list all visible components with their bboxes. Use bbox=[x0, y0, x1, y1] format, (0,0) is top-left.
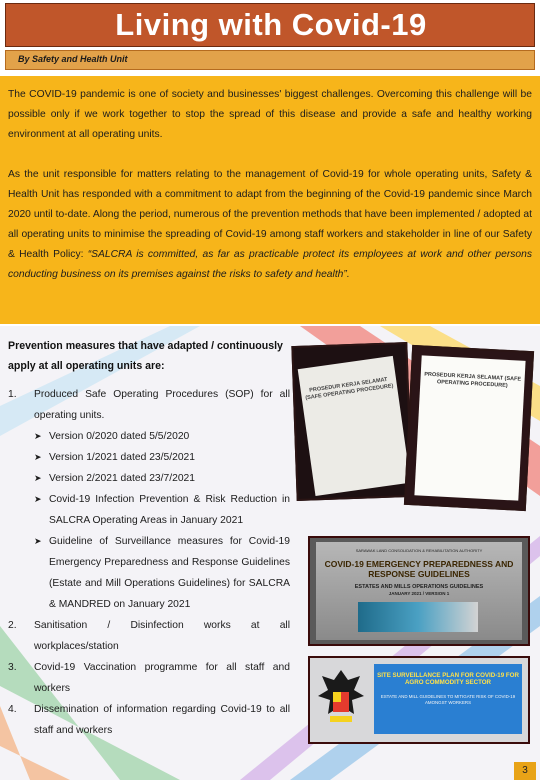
intro-paragraph-1: The COVID-19 pandemic is one of society and businesses' biggest challenges. Overcoming this challenge will be possible only if we work together to stop the spread of this disease and provide a safe and healthy working environment at all operating units. bbox=[8, 89, 532, 140]
policy-quote: “SALCRA is committed, as far as practicable protect its employees at work and other persons conducting business on its premises against the risks to safety and health”. bbox=[8, 249, 532, 280]
guidelines-slide bbox=[316, 542, 522, 640]
sop-document-photo-2 bbox=[404, 345, 534, 511]
slide3-title: COVID-19 EMERGENCY PREPAREDNESS AND RESPONSE GUIDELINES bbox=[324, 559, 514, 579]
sub-item-text: Covid-19 Infection Prevention & Risk Reduction in SALCRA Operating Areas in January 2021 bbox=[49, 494, 290, 526]
sop-document-2 bbox=[414, 355, 525, 500]
header bbox=[0, 0, 540, 72]
sub-list-item bbox=[8, 447, 290, 468]
arrow-bullet-icon: ➤ bbox=[34, 494, 42, 504]
sub-item-text: Version 0/2020 dated 5/5/2020 bbox=[49, 431, 190, 442]
doc2-title: PROSEDUR KERJA SELAMAT (SAFE OPERATING PROCEDURE) bbox=[424, 371, 522, 389]
measures-heading: Prevention measures that have adapted / continuously apply at all operating units are: bbox=[8, 340, 283, 372]
arrow-bullet-icon: ➤ bbox=[34, 536, 42, 546]
item-text: Produced Safe Operating Procedures (SOP) for all operating units. bbox=[34, 389, 290, 421]
arrow-bullet-icon: ➤ bbox=[34, 473, 42, 483]
slide4-subtitle: ESTATE AND MILL GUIDELINES TO MITIGATE RISK OF COVID-19 AMONGST WORKERS bbox=[380, 694, 516, 705]
intro-paragraph-2 bbox=[8, 165, 532, 285]
list-item bbox=[8, 615, 290, 657]
sub-list-item bbox=[8, 489, 290, 531]
slide3-header: SARAWAK LAND CONSOLIDATION & REHABILITATION AUTHORITY bbox=[355, 548, 483, 553]
measures-section bbox=[0, 326, 540, 780]
title-bar bbox=[5, 3, 535, 47]
sub-list-item bbox=[8, 531, 290, 615]
page-number: 3 bbox=[514, 762, 536, 780]
item-text: Sanitisation / Disinfection works at all workplaces/station bbox=[34, 620, 290, 652]
arrow-bullet-icon: ➤ bbox=[34, 452, 42, 462]
page-title: Living with Covid-19 bbox=[115, 7, 427, 42]
byline-bar bbox=[5, 50, 535, 70]
list-item bbox=[8, 657, 290, 699]
item-number: 2. bbox=[8, 620, 17, 631]
sub-list-item bbox=[8, 468, 290, 489]
doc1-title: PROSEDUR KERJA SELAMAT (SAFE OPERATING PROCEDURE) bbox=[305, 376, 394, 402]
slide3-illustration bbox=[358, 602, 478, 632]
surveillance-slide bbox=[374, 664, 522, 734]
item-text: Dissemination of information regarding Covid-19 to all staff and workers bbox=[34, 704, 290, 736]
intro-paragraph-2-lead: As the unit responsible for matters relating to the management of Covid-19 for whole operating units, Safety & Health Unit has responded with a commitment to adapt from the beginning of the Covid-19 pandemic since March 2020 until to-date. Along the period, numerous of the prevention methods that have been implemented / adopted at all operating units to minimise the spreading of Covid-19 among staff workers and stakeholder in line of our Safety & Health Policy: bbox=[8, 169, 532, 260]
sop-document-photo-1 bbox=[291, 342, 412, 501]
sarawak-crest-icon bbox=[314, 666, 368, 732]
sub-item-text: Version 1/2021 dated 23/5/2021 bbox=[49, 452, 195, 463]
sub-item-text: Guideline of Surveillance measures for Covid-19 Emergency Preparedness and Response Guidelines (Estate and Mill Operations Guidelines) for SALCRA & MANDRED on January 2021 bbox=[49, 536, 290, 610]
measures-list bbox=[8, 384, 290, 741]
item-text: Covid-19 Vaccination programme for all staff and workers bbox=[34, 662, 290, 694]
guidelines-slide-photo bbox=[308, 536, 530, 646]
surveillance-slide-photo bbox=[308, 656, 530, 744]
byline: By Safety and Health Unit bbox=[18, 54, 128, 64]
slide3-date: JANUARY 2021 / VERSION 1 bbox=[388, 591, 450, 596]
slide4-title: SITE SURVEILLANCE PLAN FOR COVID-19 FOR AGRO COMMODITY SECTOR bbox=[377, 672, 519, 686]
list-item bbox=[8, 699, 290, 741]
slide3-subtitle: ESTATES AND MILLS OPERATIONS GUIDELINES bbox=[354, 584, 484, 590]
sop-document-1 bbox=[298, 356, 411, 496]
intro-section bbox=[0, 76, 540, 324]
sub-list-item bbox=[8, 426, 290, 447]
list-item bbox=[8, 384, 290, 426]
arrow-bullet-icon: ➤ bbox=[34, 431, 42, 441]
sub-item-text: Version 2/2021 dated 23/7/2021 bbox=[49, 473, 195, 484]
item-number: 4. bbox=[8, 704, 17, 715]
item-number: 3. bbox=[8, 662, 17, 673]
item-number: 1. bbox=[8, 389, 17, 400]
